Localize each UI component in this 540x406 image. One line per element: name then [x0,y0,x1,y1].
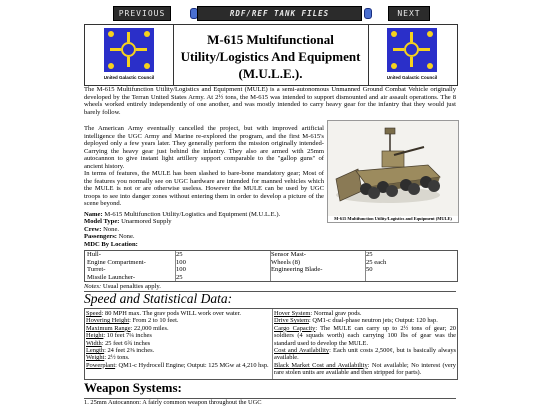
model-label: Model Type: [84,218,120,226]
vehicle-image [327,120,459,218]
emblem-caption: United Galactic Council [103,75,155,80]
crew-value: None. [103,225,120,233]
mule-vehicle-icon [328,121,458,217]
crew-row [84,226,280,233]
table-cell: Wheels (8) [271,258,301,266]
stat-row: Cost and Availability: Each unit costs 2,500¢, but is basically always available. [274,347,456,362]
stat-row: Hovering Height: From 2 to 10 feet. [86,317,179,325]
emblem-caption: United Galactic Council [386,75,438,80]
passengers-value: None. [118,233,135,241]
table-cell: Engineering Blade- [271,266,323,274]
stats-right-column [274,310,456,377]
page-title: M-615 Multifunctional Utility/Logistics And Equipment (M.U.L.E.). [180,32,361,81]
name-row [84,211,280,218]
name-value: M-615 Multifunction Utility/Logistics and Equipment (M.U.L.E.). [104,211,281,218]
crew-label: Crew: [84,225,102,233]
stat-row: Speed: 80 MPH max. The grav pods WILL work over water. [86,310,242,317]
mdc-heading: MDC By Location: [84,240,138,248]
ugc-flag-icon [387,28,437,72]
history-paragraph: The American Army eventually cancelled the project, but with improved artificial intelligence the UGC Army and Marine re-explored the program, and the first M-615's deployed only a few years later. They generally perform the mission originally intended- Carrying the heavy gear just behind the infantry. They also are armed with 25mm autocannon to give instant light artillery support comparable to the "gallop guns" of ancient history. [84,125,324,170]
intro-paragraph: The M-615 Multifunction Utility/Logistics and Equipment (MULE) is a semi-autonomous Unmanned Ground Combat Vehicle originally developed by the Terran United States Army. At 2½ tons, the M-615 was intended to support dismounted and air assault operations. The 8 wheels worked entirely independently of one another, and was mostly intended to carry heavy gear for the infantry that they would just barely follow. [84,86,456,116]
table-cell: Engine Compartment- [87,258,146,266]
model-row [84,218,280,225]
stats-table [84,308,458,380]
table-cell: Sensor Mast- [271,251,306,258]
stat-row: Powerplant: QM1-c Hydrocell Engine; Output: 125 MGw at 4,210 hsp. [86,361,269,369]
table-cell: 25 [366,251,373,258]
stat-row: Length: 24 feet 2⅜ inches. [86,347,155,355]
table-cell: 25 [176,273,183,281]
stats-left-column [86,310,272,369]
title-cell [173,25,369,85]
mdc-right-values [366,251,386,274]
features-paragraph: In terms of features, the MULE has been slashed to bare-bone mandatory gear; Most of the features you normally see on UGC hardware are intended for manned vehicles which the MULE is not or are otherwise useless. However the MULE can be used by UGC troops to see into danger zones without entering them in order to develop a picture of the scene beyond. [84,170,324,208]
stat-row: Drive System: QM1-c dual-phase neutron jets; Output: 120 hsp. [274,317,438,325]
navigation-bar [0,0,540,22]
model-value: Unarmored Supply [121,218,172,226]
right-emblem-cell [368,25,456,85]
mdc-table [84,250,458,282]
table-cell: Hull- [87,251,101,258]
stat-row: Weight: 2½ tons. [86,354,130,362]
speed-heading: Speed and Statistical Data: [84,291,233,306]
left-emblem-cell [85,25,174,85]
table-cell: 50 [366,266,373,274]
stat-row: Cargo Capacity: The MULE can carry up to 2½ tons of gear; 20 soldiers (4 squads worth) each carrying 100 lbs of gear was the standard used to develop the MULE. [274,324,456,347]
notes-label: Notes: [84,283,102,290]
stat-row: Hover System: Normal grav pods. [274,310,362,317]
rdf-ref-tank-files-link[interactable]: RDF/REF TANK FILES [197,6,362,21]
mdc-left-locations [87,251,146,281]
passengers-label: Passengers: [84,233,117,241]
table-cell: 25 each [366,258,387,266]
ornament-icon [364,8,372,19]
vehicle-image-caption: M-615 Multifunction Utility/Logistics and Equipment (MULE) [327,216,459,223]
stat-row: Height: 10 feet 7¼ inches [86,332,152,340]
table-cell: Missile Launcher- [87,273,136,281]
weapons-heading: Weapon Systems: [84,380,182,395]
mdc-left-values [176,251,186,281]
table-cell: 100 [176,266,186,274]
table-cell: 25 [176,251,183,258]
next-button[interactable]: NEXT [388,6,430,21]
mdc-right-locations [271,251,322,274]
header-table [84,24,458,86]
stat-row: Black Market Cost and Availability: Not available; No interest (very rare stolen units are available and then stripped for parts). [274,361,456,377]
table-cell: 100 [176,258,186,266]
passengers-row [84,233,280,240]
stat-row: Maximum Range: 22,000 miles. [86,324,169,332]
name-label: Name: [84,211,103,218]
stat-row: Width: 25 feet 6¾ inches [86,339,151,347]
ugc-flag-icon [104,28,154,72]
notes-text: Usual penalties apply. [102,283,161,290]
vehicle-info-block [84,211,280,248]
weapon-row: 1. 25mm Autocannon: A fairly common weapon throughout the UGC [84,399,262,406]
previous-button[interactable]: PREVIOUS [113,6,171,21]
table-cell: Turret- [87,266,106,274]
